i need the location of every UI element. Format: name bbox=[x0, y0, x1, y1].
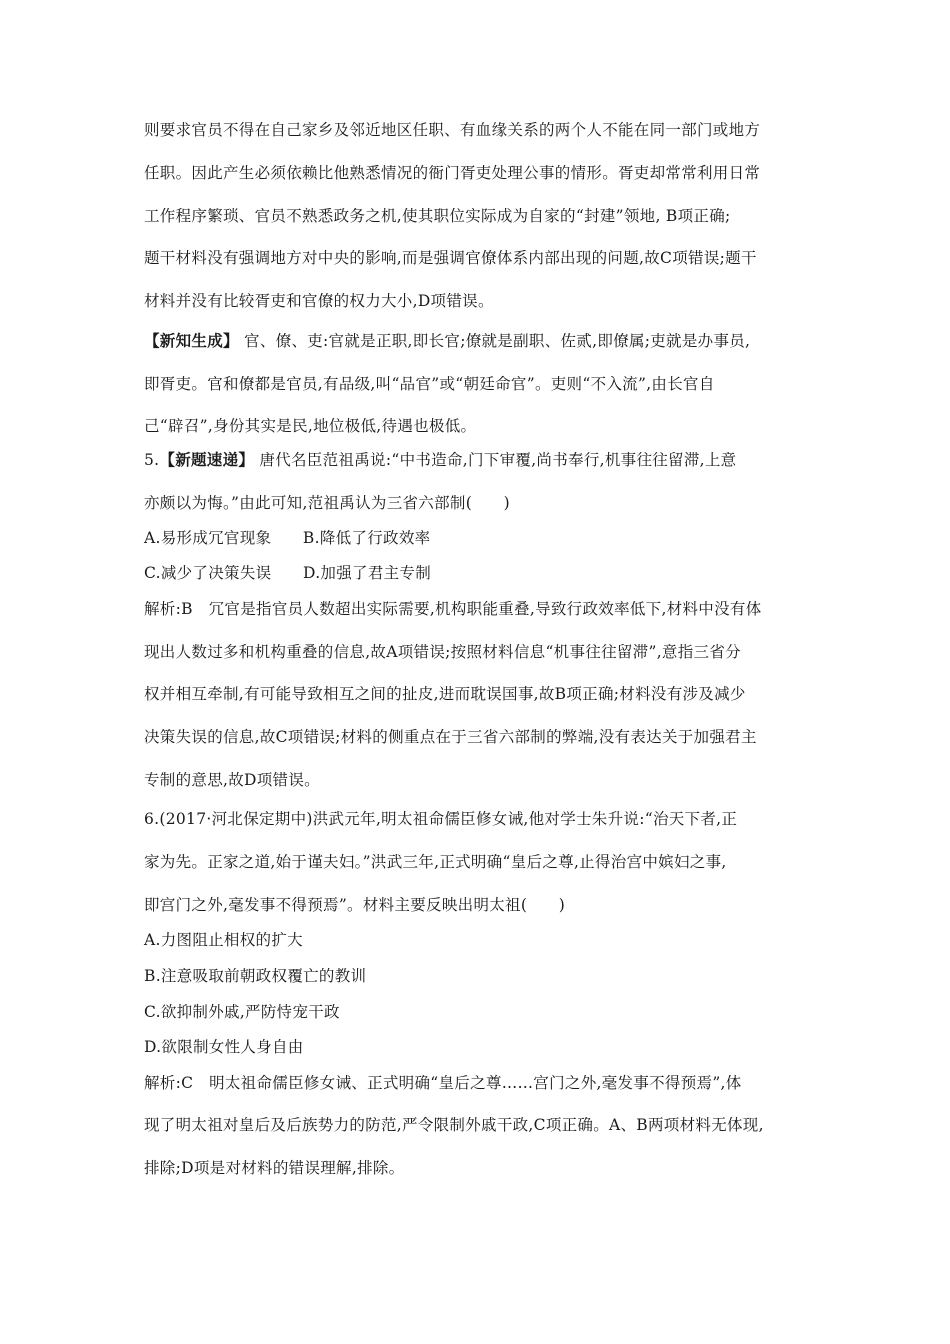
analysis-line: 现了明太祖对皇后及后族势力的防范,严令限制外戚干政,C项正确。A、B两项材料无体现, bbox=[144, 1116, 764, 1134]
paragraph-line: 即胥吏。官和僚都是官员,有品级,叫“品官”或“朝廷命官”。吏则“不入流”,由长官自 bbox=[144, 375, 715, 393]
paragraph-line: 则要求官员不得在自己家乡及邻近地区任职、有血缘关系的两个人不能在同一部门或地方 bbox=[144, 121, 761, 139]
analysis-line: 解析:C 明太祖命儒臣修女诫、正式明确“皇后之尊……宫门之外,毫发事不得预焉”,体 bbox=[144, 1074, 742, 1092]
question-5-options: A.易形成冗官现象 B.降低了行政效率 bbox=[144, 529, 431, 547]
analysis-line: 权并相互牵制,有可能导致相互之间的扯皮,进而耽误国事,故B项正确;材料没有涉及减少 bbox=[144, 685, 746, 703]
question-5-stem bbox=[144, 450, 737, 470]
analysis-line: 专制的意思,故D项错误。 bbox=[144, 771, 320, 789]
question-6-option-b: B.注意吸取前朝政权覆亡的教训 bbox=[144, 967, 367, 985]
analysis-line: 解析:B 冗官是指官员人数超出实际需要,机构职能重叠,导致行政效率低下,材料中没有体 bbox=[144, 600, 762, 618]
question-6-stem: 6.(2017·河北保定期中)洪武元年,明太祖命儒臣修女诫,他对学士朱升说:“治天下者,正 bbox=[144, 810, 738, 828]
paragraph-line: 工作程序繁琐、官员不熟悉政务之机,使其职位实际成为自家的“封建”领地, B项正确; bbox=[144, 207, 731, 225]
analysis-line: 排除;D项是对材料的错误理解,排除。 bbox=[144, 1159, 405, 1177]
question-number: 5. bbox=[144, 451, 160, 469]
question-6-stem-line: 家为先。正家之道,始于谨夫妇。”洪武三年,正式明确“皇后之尊,止得治宫中嫔妇之事, bbox=[144, 853, 727, 871]
new-knowledge-text: 官、僚、吏:官就是正职,即长官;僚就是副职、佐贰,即僚属;吏就是办事员, bbox=[238, 332, 751, 350]
analysis-line: 决策失误的信息,故C项错误;材料的侧重点在于三省六部制的弊端,没有表达关于加强君主 bbox=[144, 728, 757, 746]
question-5-options: C.减少了决策失误 D.加强了君主专制 bbox=[144, 564, 432, 582]
paragraph-line: 题干材料没有强调地方对中央的影响,而是强调官僚体系内部出现的问题,故C项错误;题干 bbox=[144, 249, 757, 267]
question-text: 唐代名臣范祖禹说:“中书造命,门下审覆,尚书奉行,机事往往留滞,上意 bbox=[254, 451, 737, 469]
analysis-line: 现出人数过多和机构重叠的信息,故A项错误;按照材料信息“机事往往留滞”,意指三省分 bbox=[144, 643, 741, 661]
paragraph-line: 己“辟召”,身份其实是民,地位极低,待遇也极低。 bbox=[144, 417, 477, 435]
paragraph-line: 材料并没有比较胥吏和官僚的权力大小,D项错误。 bbox=[144, 292, 494, 310]
question-6-stem-line: 即宫门之外,毫发事不得预焉”。材料主要反映出明太祖( ) bbox=[144, 896, 566, 914]
question-6-option-a: A.力图阻止相权的扩大 bbox=[144, 931, 303, 949]
new-knowledge-tag: 【新知生成】 bbox=[144, 331, 239, 350]
question-6-option-d: D.欲限制女性人身自由 bbox=[144, 1038, 304, 1056]
new-question-tag: 【新题速递】 bbox=[159, 450, 255, 469]
new-knowledge-line bbox=[144, 331, 750, 351]
question-5-stem-line: 亦颇以为悔。”由此可知,范祖禹认为三省六部制( ) bbox=[144, 494, 510, 512]
question-6-option-c: C.欲抑制外戚,严防恃宠干政 bbox=[144, 1003, 340, 1021]
paragraph-line: 任职。因此产生必须依赖比他熟悉情况的衙门胥吏处理公事的情形。胥吏却常常利用日常 bbox=[144, 164, 761, 182]
